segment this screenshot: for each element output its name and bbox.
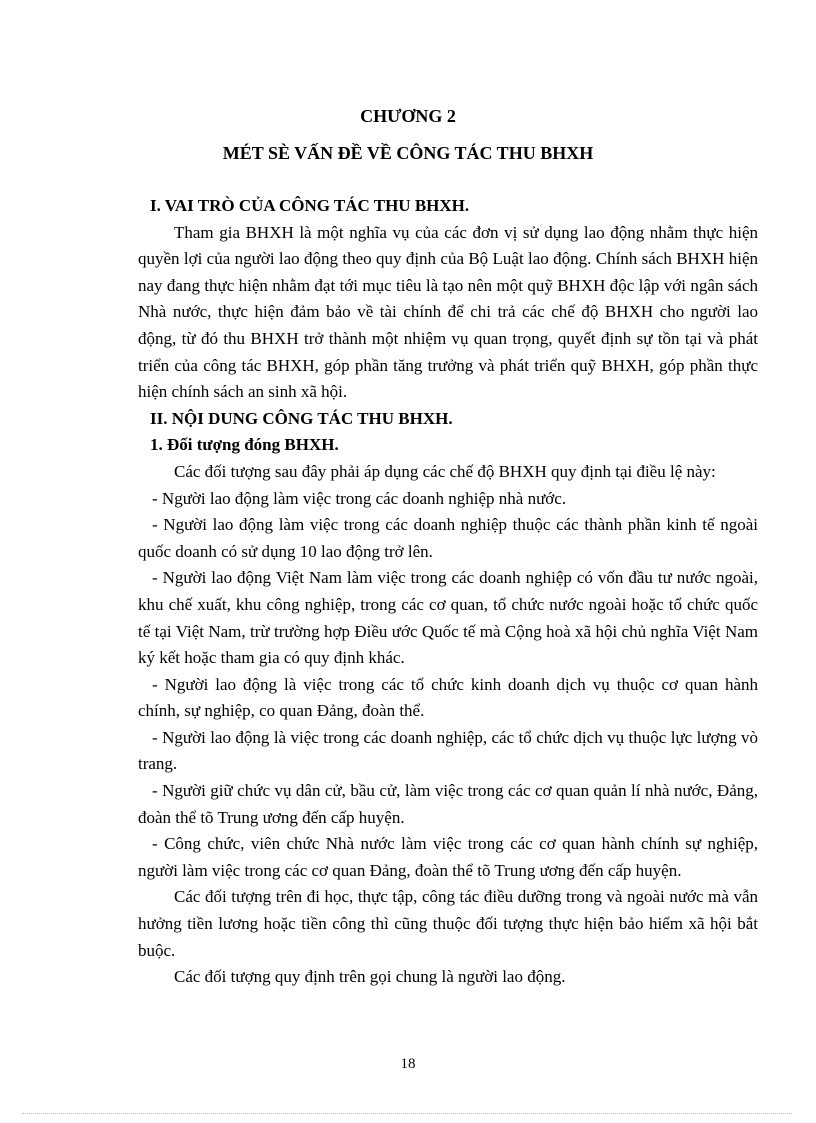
section-heading-2: II. NỘI DUNG CÔNG TÁC THU BHXH. [150,408,453,428]
chapter-title: MÉT SÈ VẤN ĐỀ VỀ CÔNG TÁC THU BHXH [222,143,594,163]
list-item: - Công chức, viên chức Nhà nước làm việc trong các cơ quan hành chính sự nghiệp, người làm việc trong các cơ quan Đảng, đoàn thể tõ Trung ương đến cấp huyện. [138,834,758,880]
subsection-heading-1: 1. Đối tượng đóng BHXH. [150,435,339,455]
footer-divider [22,1113,792,1114]
list-item: - Người lao động Việt Nam làm việc trong các doanh nghiệp có vốn đầu tư nước ngoài, khu chế xuất, khu công nghiệp, trong các cơ quan, tổ chức nước ngoài hoặc tổ chức quốc tế tại Việt Nam, trừ trường hợp Điều ước Quốc tế mà Cộng hoà xã hội chủ nghĩa Việt Nam ký kết hoặc tham gia có quy định khác. [138,568,758,668]
page-number: 18 [400,1056,416,1072]
body-text [138,193,758,991]
section-1-paragraph: Tham gia BHXH là một nghĩa vụ của các đơn vị sử dụng lao động nhằm thực hiện quyền lợi của người lao động theo quy định của Bộ Luật lao động. Chính sách BHXH hiện nay đang thực hiện nhằm đạt tới mục tiêu là tạo nên một quỹ BHXH độc lập với ngân sách Nhà nước, thực hiện đảm bảo về tài chính để chi trả các chế độ BHXH cho người lao động, từ đó thu BHXH trở thành một nhiệm vụ quan trọng, quyết định sự tồn tại và phát triển của công tác BHXH, góp phần tăng trưởng và phát triển quỹ BHXH, góp phần thực hiện chính sách an sinh xã hội. [138,222,758,402]
list-item: - Người giữ chức vụ dân cử, bầu cử, làm việc trong các cơ quan quản lí nhà nước, Đảng, đoàn thể tõ Trung ương đến cấp huyện. [138,781,758,827]
intro-paragraph: Các đối tượng sau đây phải áp dụng các chế độ BHXH quy định tại điều lệ này: [174,461,716,481]
list-item: - Người lao động là việc trong các tổ chức kinh doanh dịch vụ thuộc cơ quan hành chính, sự nghiệp, co quan Đảng, đoàn thể. [138,674,758,721]
closing-paragraph: Các đối tượng quy định trên gọi chung là người lao động. [174,967,566,987]
list-item: - Người lao động làm việc trong các doanh nghiệp thuộc các thành phần kinh tế ngoài quốc doanh có sử dụng 10 lao động trở lên. [138,515,758,561]
list-item: - Người lao động làm việc trong các doanh nghiệp nhà nước. [152,488,567,508]
section-heading-1: I. VAI TRÒ CỦA CÔNG TÁC THU BHXH. [150,196,470,215]
list-item: - Người lao động là việc trong các doanh nghiệp, các tổ chức dịch vụ thuộc lực lượng vò trang. [138,727,758,774]
study-paragraph: Các đối tượng trên đi học, thực tập, công tác điều dưỡng trong và ngoài nước mà vẫn hưởng tiền lương hoặc tiền công thì cũng thuộc đối tượng thực hiện bảo hiểm xã hội bắt buộc. [138,887,758,960]
chapter-number: CHƯƠNG 2 [360,106,456,126]
